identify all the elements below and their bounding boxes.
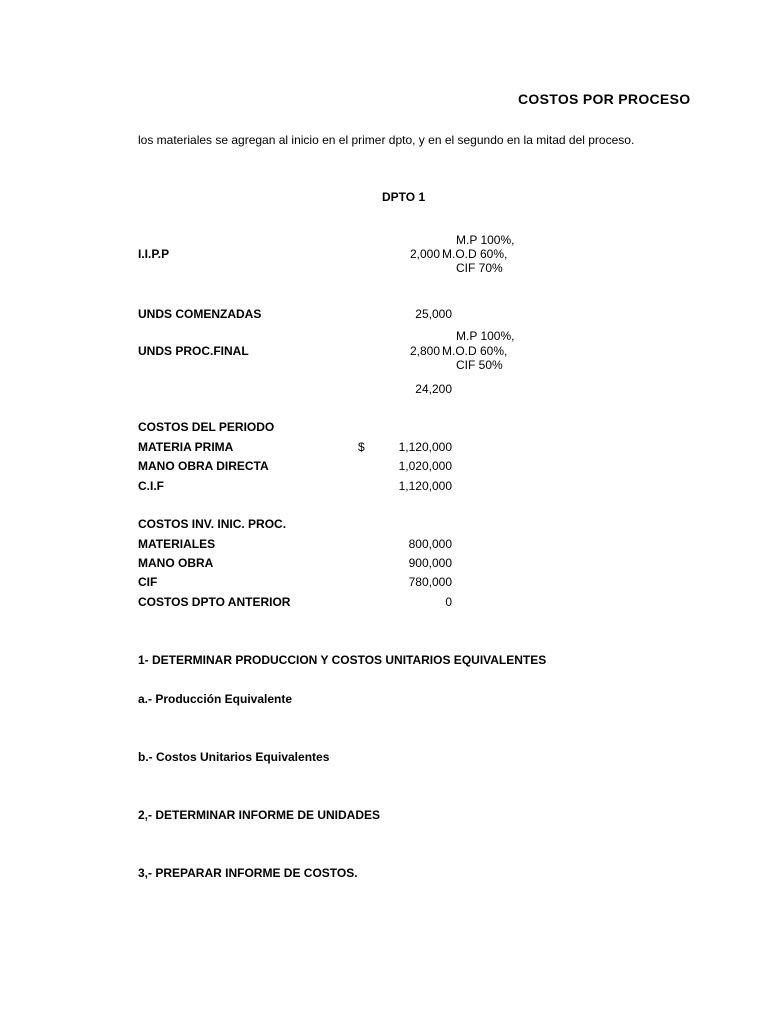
initial-cost-value: 900,000: [408, 556, 452, 570]
initial-costs-heading: COSTOS INV. INIC. PROC.: [138, 517, 287, 531]
iipp-pct-mod: M.O.D 60%,: [442, 247, 508, 261]
initial-cost-label: COSTOS DPTO ANTERIOR: [138, 595, 291, 609]
started-label: UNDS COMENZADAS: [138, 307, 262, 321]
started-value: 25,000: [415, 307, 452, 321]
ending-pct-mod: M.O.D 60%,: [442, 344, 508, 358]
initial-cost-label: MANO OBRA: [138, 556, 214, 570]
period-cost-value: 1,020,000: [398, 459, 452, 473]
initial-cost-value: 800,000: [408, 537, 452, 551]
iipp-pct-mp: M.P 100%,: [456, 233, 515, 247]
task-1b: b.- Costos Unitarios Equivalentes: [138, 750, 330, 764]
iipp-pct-cif: CIF 70%: [456, 261, 503, 275]
currency-symbol: $: [358, 440, 365, 454]
ending-pct-cif: CIF 50%: [456, 358, 503, 372]
initial-cost-label: MATERIALES: [138, 537, 216, 551]
ending-pct-mp: M.P 100%,: [456, 329, 515, 343]
initial-cost-value: 0: [445, 595, 452, 609]
iipp-value: 2,000: [409, 247, 440, 261]
ending-value: 2,800: [409, 344, 440, 358]
department-title: DPTO 1: [382, 190, 426, 204]
period-cost-value: 1,120,000: [398, 440, 452, 454]
task-2: 2,- DETERMINAR INFORME DE UNIDADES: [138, 808, 381, 822]
period-cost-label: MANO OBRA DIRECTA: [138, 459, 269, 473]
units-subtotal: 24,200: [415, 382, 452, 396]
initial-cost-label: CIF: [138, 575, 158, 589]
ending-label: UNDS PROC.FINAL: [138, 344, 249, 358]
period-cost-label: MATERIA PRIMA: [138, 440, 234, 454]
initial-cost-value: 780,000: [408, 575, 452, 589]
period-cost-value: 1,120,000: [398, 479, 452, 493]
iipp-label: I.I.P.P: [138, 247, 170, 261]
intro-text: los materiales se agregan al inicio en el primer dpto, y en el segundo en la mitad del proceso.: [138, 133, 635, 147]
task-1: 1- DETERMINAR PRODUCCION Y COSTOS UNITARIOS EQUIVALENTES: [138, 653, 547, 667]
period-costs-heading: COSTOS DEL PERIODO: [138, 420, 275, 434]
period-cost-label: C.I.F: [138, 479, 164, 493]
task-3: 3,- PREPARAR INFORME DE COSTOS.: [138, 866, 358, 880]
page-title: COSTOS POR PROCESO: [518, 91, 691, 107]
task-1a: a.- Producción Equivalente: [138, 692, 293, 706]
